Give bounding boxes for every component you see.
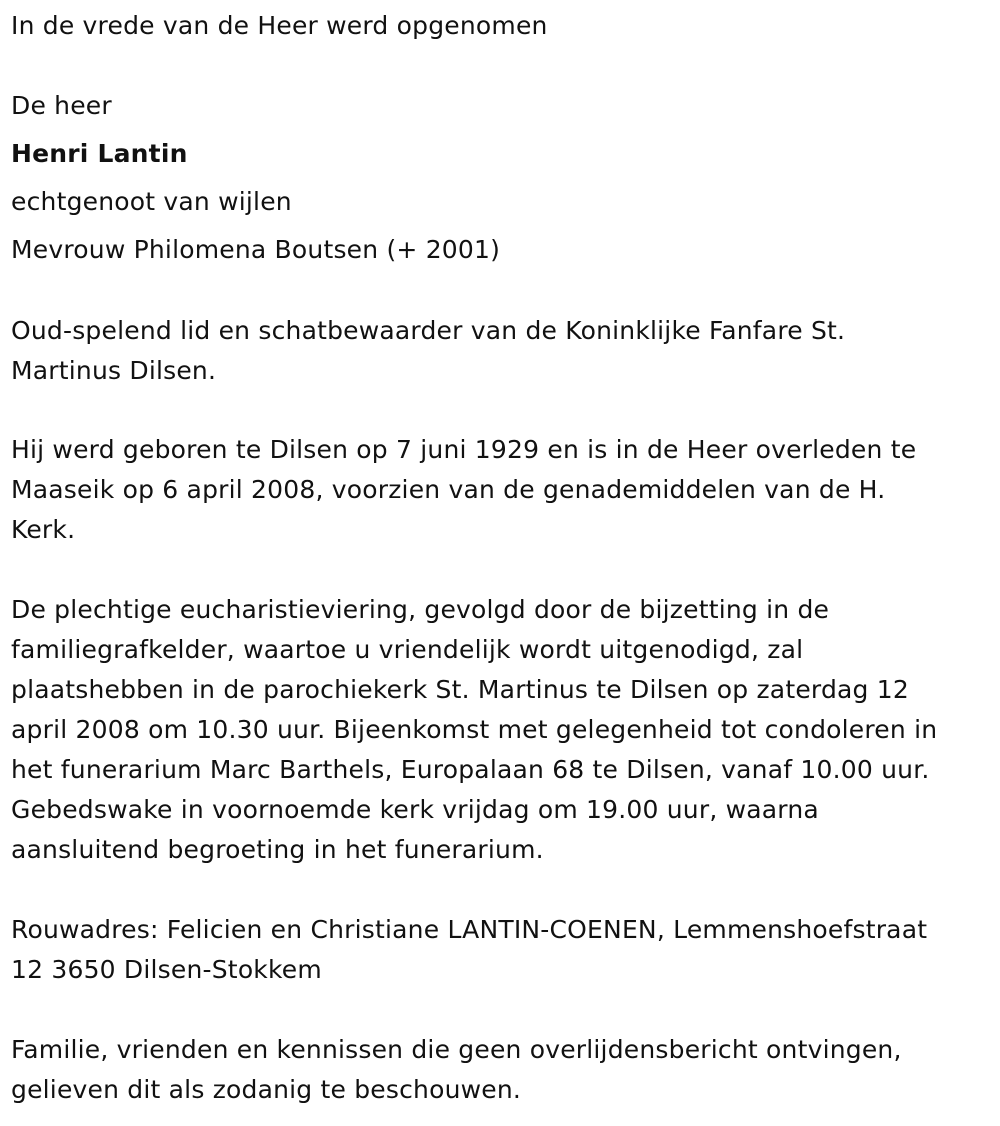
service-line: aansluitend begroeting in het funerarium. xyxy=(11,835,544,864)
birth-death-line: Kerk. xyxy=(11,515,76,544)
service-line: plaatshebben in de parochiekerk St. Martinus te Dilsen op zaterdag 12 xyxy=(11,675,909,704)
service-line: Gebedswake in voornoemde kerk vrijdag om 19.00 uur, waarna xyxy=(11,795,819,824)
birth-death-line: Maaseik op 6 april 2008, voorzien van de genademiddelen van de H. xyxy=(11,475,886,504)
service-line: april 2008 om 10.30 uur. Bijeenkomst met gelegenheid tot condoleren in xyxy=(11,715,938,744)
address-line: Rouwadres: Felicien en Christiane LANTIN-COENEN, Lemmenshoefstraat xyxy=(11,915,928,944)
service-line: het funerarium Marc Barthels, Europalaan 68 te Dilsen, vanaf 10.00 uur. xyxy=(11,755,930,784)
mourning-address-paragraph xyxy=(11,910,991,990)
deceased-name: Henri Lantin xyxy=(11,139,188,168)
intro-line: In de vrede van de Heer werd opgenomen xyxy=(11,11,548,40)
family-note-paragraph xyxy=(11,1030,991,1110)
family-note-line: gelieven dit als zodanig te beschouwen. xyxy=(11,1075,522,1104)
title-line: De heer xyxy=(11,91,112,120)
birth-death-line: Hij werd geboren te Dilsen op 7 juni 1929 en is in de Heer overleden te xyxy=(11,435,917,464)
service-line: familiegrafkelder, waartoe u vriendelijk wordt uitgenodigd, zal xyxy=(11,635,804,664)
membership-line: Martinus Dilsen. xyxy=(11,356,217,385)
address-line: 12 3650 Dilsen-Stokkem xyxy=(11,955,322,984)
family-note-line: Familie, vrienden en kennissen die geen overlijdensbericht ontvingen, xyxy=(11,1035,902,1064)
service-line: De plechtige eucharistieviering, gevolgd door de bijzetting in de xyxy=(11,595,830,624)
membership-paragraph xyxy=(11,311,991,391)
membership-line: Oud-spelend lid en schatbewaarder van de Koninklijke Fanfare St. xyxy=(11,316,846,345)
birth-death-paragraph xyxy=(11,430,991,550)
spouse-line-1: echtgenoot van wijlen xyxy=(11,187,292,216)
spouse-line-2: Mevrouw Philomena Boutsen (+ 2001) xyxy=(11,235,501,264)
service-paragraph xyxy=(11,590,991,870)
